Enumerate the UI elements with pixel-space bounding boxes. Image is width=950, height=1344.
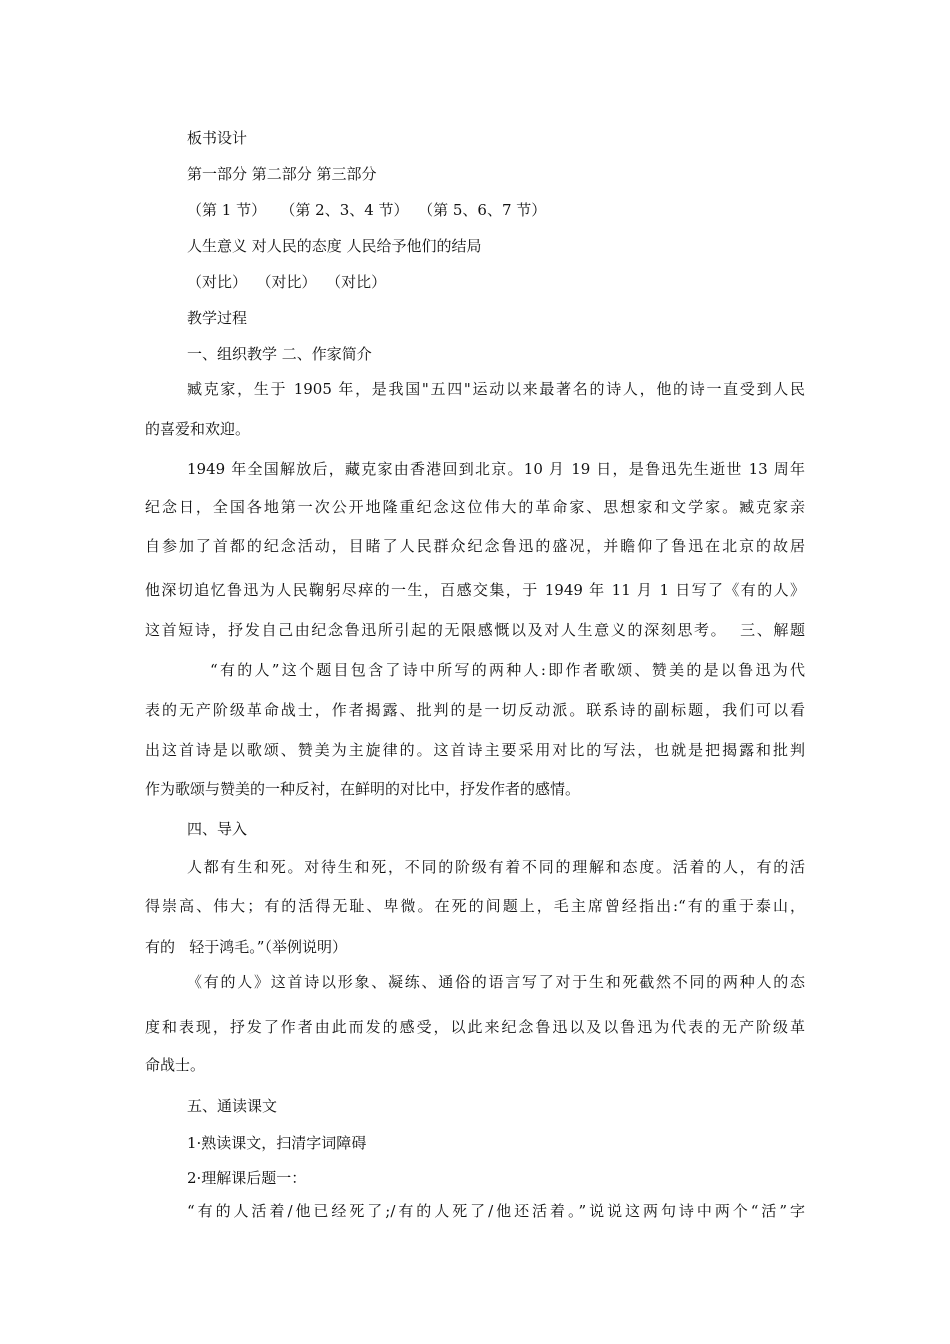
list-item: 2·理解课后题一： <box>187 1169 307 1187</box>
paragraph-line: 有的 轻于鸿毛。”（举例说明） <box>145 938 347 956</box>
text-line: 人生意义 对人民的态度 人民给予他们的结局 <box>187 237 482 255</box>
paragraph-line: “有的人”这个题目包含了诗中所写的两种人:即作者歌颂、赞美的是以鲁迅为代 <box>210 661 805 679</box>
paragraph-line: 人都有生和死。对待生和死，不同的阶级有着不同的理解和态度。活着的人，有的活 <box>187 858 805 876</box>
section-heading: 五、通读课文 <box>187 1097 278 1115</box>
heading-teaching-process: 教学过程 <box>187 309 248 327</box>
paragraph-line: 《有的人》这首诗以形象、凝练、通俗的语言写了对于生和死截然不同的两种人的态 <box>187 973 805 991</box>
text-line: （第 1 节） （第 2、3、4 节） （第 5、6、7 节） <box>187 201 547 219</box>
list-item: 1·熟读课文，扫清字词障碍 <box>187 1134 367 1152</box>
paragraph-line: 这首短诗，抒发自己由纪念鲁迅所引起的无限感慨以及对人生意义的深刻思考。 三、解题 <box>145 621 805 639</box>
paragraph-line: 表的无产阶级革命战士，作者揭露、批判的是一切反动派。联系诗的副标题，我们可以看 <box>145 701 805 719</box>
paragraph-line: 的喜爱和欢迎。 <box>145 420 251 438</box>
section-heading: 一、组织教学 二、作家简介 <box>187 345 372 363</box>
paragraph-line: 自参加了首都的纪念活动，目睹了人民群众纪念鲁迅的盛况，并瞻仰了鲁迅在北京的故居 <box>145 537 805 555</box>
paragraph-line: 命战士。 <box>145 1056 206 1074</box>
paragraph-line: 度和表现，抒发了作者由此而发的感受，以此来纪念鲁迅以及以鲁迅为代表的无产阶级革 <box>145 1018 805 1036</box>
paragraph-line: 作为歌颂与赞美的一种反衬，在鲜明的对比中，抒发作者的感情。 <box>145 780 581 798</box>
text-line: 第一部分 第二部分 第三部分 <box>187 165 377 183</box>
paragraph-line: “有的人活着/他已经死了;/有的人死了/他还活着。”说说这两句诗中两个“活”字 <box>187 1202 805 1220</box>
section-heading: 四、导入 <box>187 820 248 838</box>
paragraph-line: 出这首诗是以歌颂、赞美为主旋律的。这首诗主要采用对比的写法，也就是把揭露和批判 <box>145 741 805 759</box>
paragraph-line: 得崇高、伟大；有的活得无耻、卑微。在死的间题上，毛主席曾经指出:“有的重于泰山， <box>145 897 805 915</box>
paragraph-line: 纪念日，全国各地第一次公开地隆重纪念这位伟大的革命家、思想家和文学家。臧克家亲 <box>145 498 805 516</box>
paragraph-line: 1949 年全国解放后，藏克家由香港回到北京。10 月 19 日，是鲁迅先生逝世 13 周年 <box>187 460 805 478</box>
heading-blackboard-design: 板书设计 <box>187 129 248 147</box>
text-line: （对比） （对比） （对比） <box>187 273 387 291</box>
paragraph-line: 臧克家，生于 1905 年，是我国"五四"运动以来最著名的诗人，他的诗一直受到人民 <box>187 380 805 398</box>
paragraph-line: 他深切追忆鲁迅为人民鞠躬尽瘁的一生，百感交集，于 1949 年 11 月 1 日写了《有的人》 <box>145 581 805 599</box>
